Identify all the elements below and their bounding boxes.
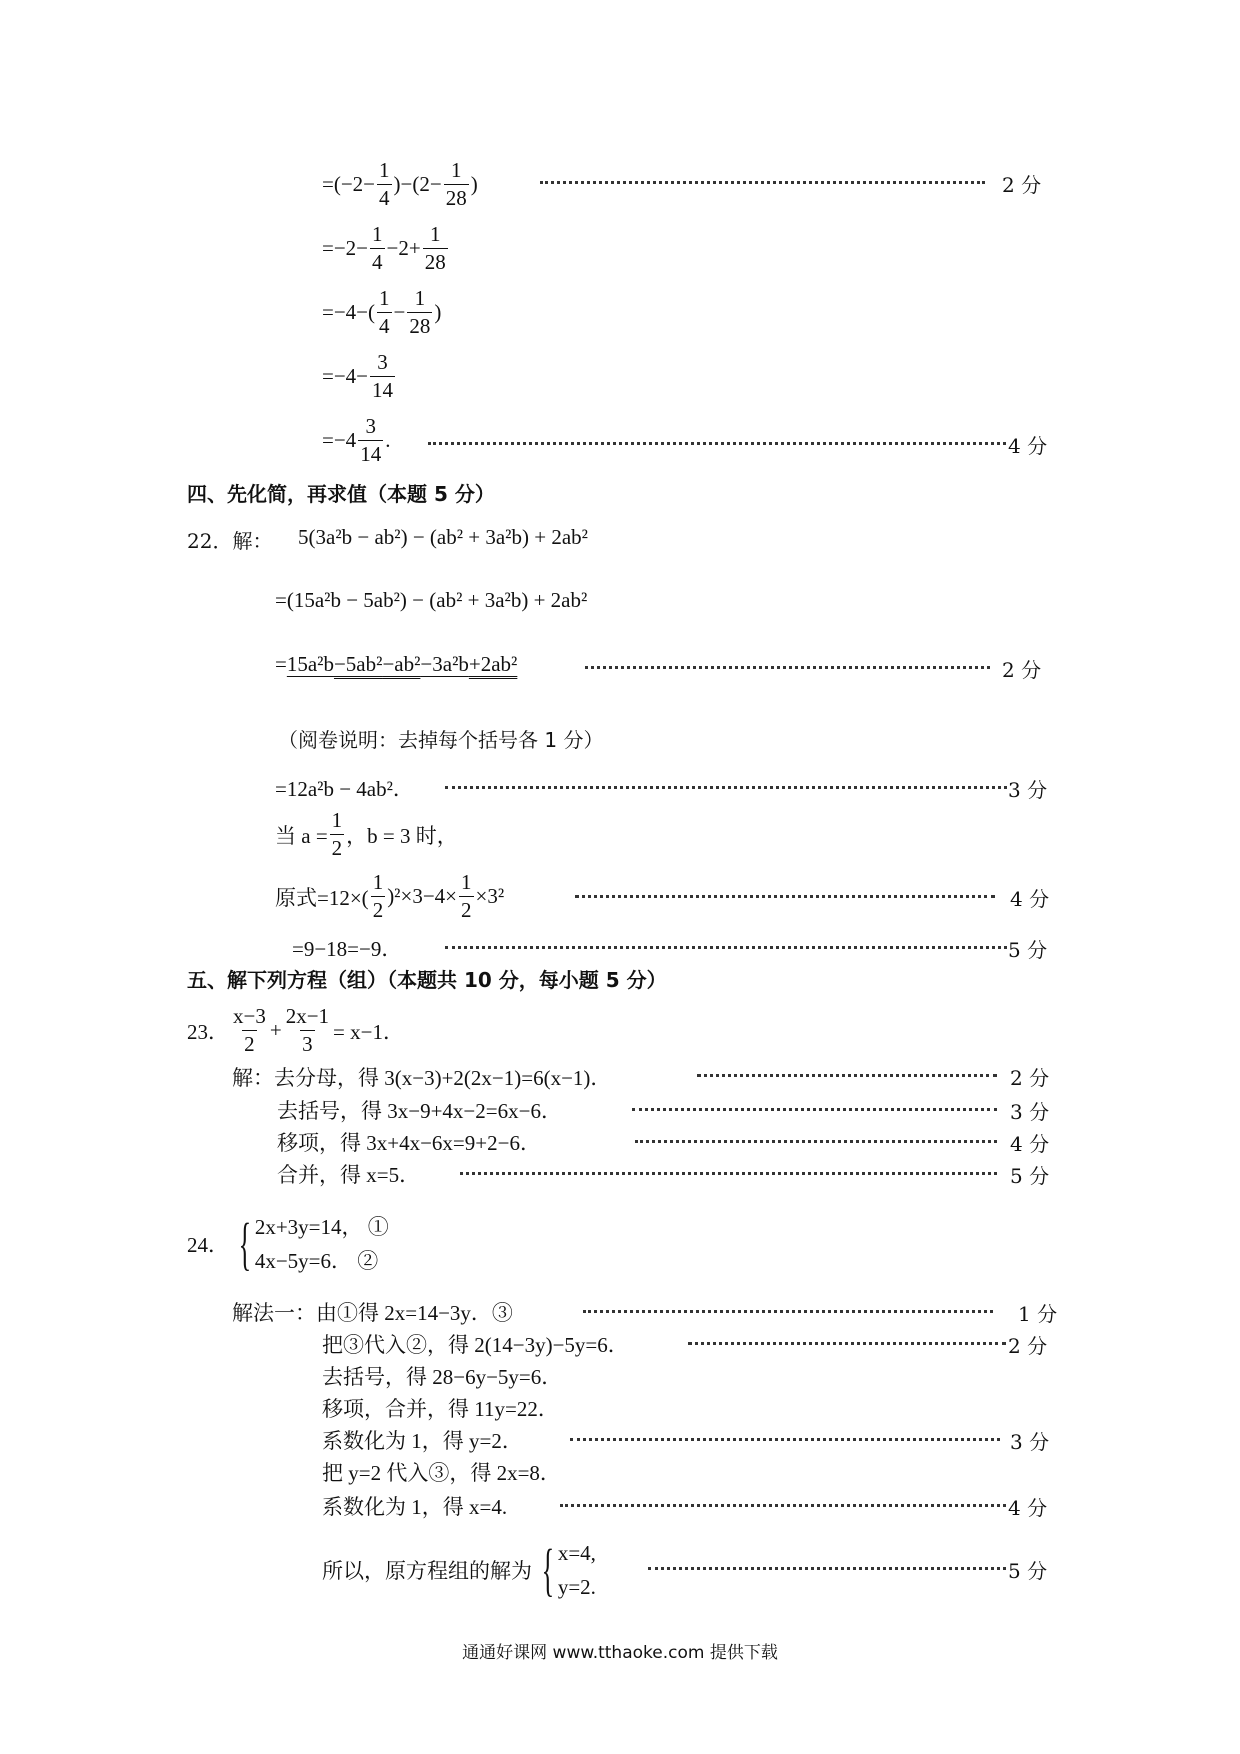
score: 5 分 bbox=[1010, 1164, 1050, 1188]
section-heading: 四、先化简，再求值（本题 5 分） bbox=[187, 482, 495, 506]
q21-line-2: =−2− $\frac{1}{4}$ −2+ $\frac{1}{28}$ bbox=[322, 222, 446, 274]
q24-step-4: 移项，合并，得 11y=22． bbox=[322, 1397, 559, 1421]
q24-system: 24． { 2x+3y=14， ① 4x−5y=6． ② bbox=[187, 1211, 389, 1276]
dot-leader bbox=[570, 1438, 1000, 1441]
dot-leader bbox=[635, 1140, 997, 1143]
dot-leader bbox=[688, 1342, 1006, 1345]
q24-step-7: 系数化为 1，得 x=4. bbox=[322, 1495, 508, 1519]
footer-source: 通通好课网 www.tthaoke.com 提供下载 bbox=[462, 1643, 778, 1663]
q23-step-4: 合并，得 x=5． bbox=[277, 1163, 421, 1187]
score: 2 分 bbox=[1002, 658, 1042, 682]
fraction: $\frac{1}{28}$ bbox=[445, 158, 467, 210]
section-heading: 五、解下列方程（组）（本题共 10 分，每小题 5 分） bbox=[187, 968, 667, 992]
dot-leader bbox=[540, 181, 985, 184]
q24-solution: 所以，原方程组的解为 { x=4, y=2. bbox=[322, 1537, 596, 1602]
q22-final: =9−18=−9． bbox=[292, 937, 403, 961]
q22-when: 当 a = $\frac{1}{2}$ ，b = 3 时， bbox=[275, 808, 458, 860]
dot-leader bbox=[575, 895, 995, 898]
q22-expr-2: =(15a²b − 5ab²) − (ab² + 3a²b) + 2ab² bbox=[275, 588, 588, 612]
q23-step-2: 去括号，得 3x−9+4x−2=6x−6． bbox=[277, 1099, 562, 1123]
dot-leader bbox=[428, 442, 1006, 445]
dot-leader bbox=[697, 1074, 997, 1077]
q22-expr-1: 5(3a²b − ab²) − (ab² + 3a²b) + 2ab² bbox=[298, 525, 588, 549]
q23-step-1: 解：去分母，得 3(x−3)+2(2x−1)=6(x−1)． bbox=[232, 1066, 612, 1090]
score: 5 分 bbox=[1008, 938, 1048, 962]
score: 4 分 bbox=[1010, 1132, 1050, 1156]
q21-line-4: =−4− $\frac{3}{14}$ bbox=[322, 350, 394, 402]
dot-leader bbox=[445, 786, 1007, 789]
score: 4 分 bbox=[1008, 434, 1048, 458]
grading-note: （阅卷说明：去掉每个括号各 1 分） bbox=[278, 728, 604, 752]
q23-equation: 23． $\frac{x-3}{2}$ + $\frac{2x-1}{3}$ = x−1． bbox=[187, 1004, 404, 1056]
dot-leader bbox=[585, 666, 990, 669]
dot-leader bbox=[583, 1310, 993, 1313]
score: 4 分 bbox=[1010, 887, 1050, 911]
fraction: $\frac{1}{4}$ bbox=[379, 158, 390, 210]
q24-step-2: 把③代入②，得 2(14−3y)−5y=6． bbox=[322, 1333, 629, 1357]
score: 2 分 bbox=[1002, 173, 1042, 197]
q24-step-1: 解法一：由①得 2x=14−3y．③ bbox=[232, 1301, 513, 1325]
score: 2 分 bbox=[1010, 1066, 1050, 1090]
score: 3 分 bbox=[1010, 1430, 1050, 1454]
q21-line-1: =(−2− $\frac{1}{4}$ )−(2− $\frac{1}{28}$ ) bbox=[322, 158, 478, 210]
dot-leader bbox=[445, 946, 1007, 949]
q21-line-5: =−4 $\frac{3}{14}$ . bbox=[322, 414, 391, 466]
q22-expr-4: =12a²b − 4ab²． bbox=[275, 777, 414, 801]
score: 4 分 bbox=[1008, 1496, 1048, 1520]
dot-leader bbox=[632, 1108, 997, 1111]
q22-label: 22．解： bbox=[187, 529, 273, 553]
q24-step-5: 系数化为 1，得 y=2． bbox=[322, 1429, 523, 1453]
q22-expr-3: = 15a²b −5ab² −ab² −3a²b +2ab² bbox=[275, 652, 518, 676]
score: 2 分 bbox=[1008, 1334, 1048, 1358]
left-brace: { bbox=[238, 1211, 252, 1276]
score: 1 分 bbox=[1018, 1302, 1058, 1326]
dot-leader bbox=[460, 1172, 997, 1175]
q24-step-6: 把 y=2 代入③，得 2x=8． bbox=[322, 1461, 561, 1485]
q23-step-3: 移项，得 3x+4x−6x=9+2−6． bbox=[277, 1131, 541, 1155]
dot-leader bbox=[648, 1567, 1006, 1570]
left-brace: { bbox=[541, 1537, 555, 1602]
score: 3 分 bbox=[1008, 778, 1048, 802]
q24-step-3: 去括号，得 28−6y−5y=6． bbox=[322, 1365, 563, 1389]
score: 5 分 bbox=[1008, 1559, 1048, 1583]
score: 3 分 bbox=[1010, 1100, 1050, 1124]
dot-leader bbox=[560, 1504, 1006, 1507]
q21-line-3: =−4−( $\frac{1}{4}$ − $\frac{1}{28}$ ) bbox=[322, 286, 442, 338]
q22-substitution: 原式=12×( $\frac{1}{2}$ )²×3−4× $\frac{1}{2}$ ×3² bbox=[275, 870, 505, 922]
